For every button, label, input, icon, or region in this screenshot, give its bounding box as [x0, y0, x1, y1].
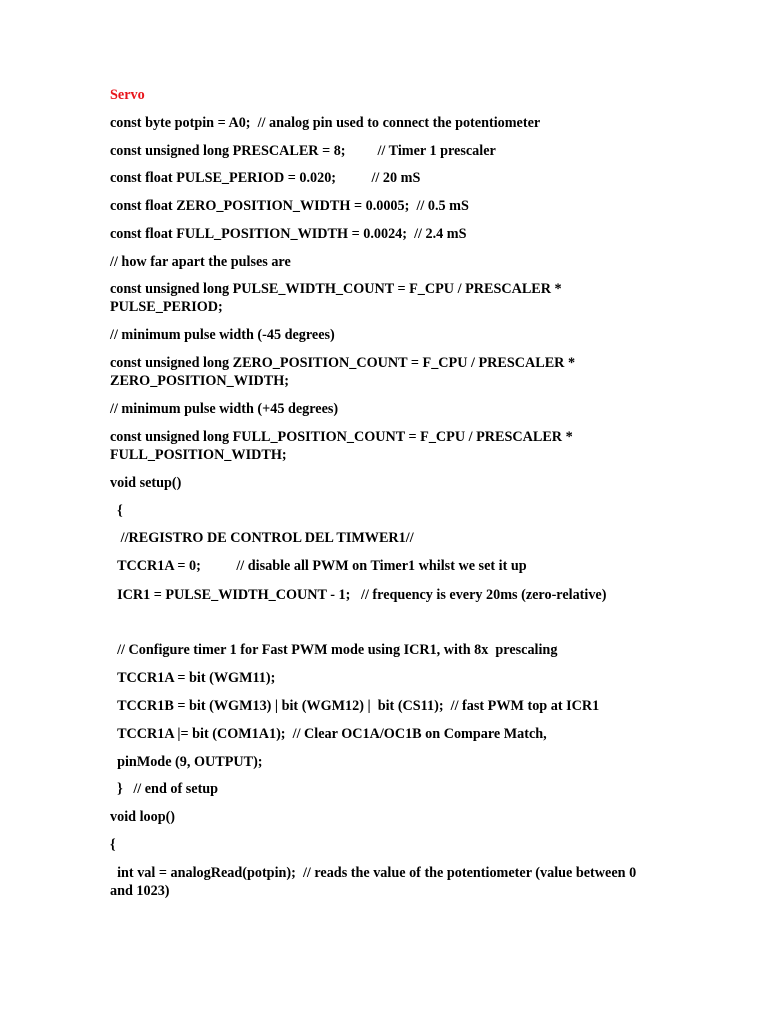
code-line: TCCR1A |= bit (COM1A1); // Clear OC1A/OC1B on Compare Match, [110, 726, 547, 742]
comment-line: //REGISTRO DE CONTROL DEL TIMWER1// [110, 530, 414, 546]
code-line: { [110, 837, 116, 853]
code-line: TCCR1A = bit (WGM11); [110, 670, 276, 686]
code-line: const unsigned long FULL_POSITION_COUNT = F_CPU / PRESCALER * FULL_POSITION_WIDTH; [110, 429, 577, 463]
code-line: TCCR1B = bit (WGM13) | bit (WGM12) | bit (CS11); // fast PWM top at ICR1 [110, 698, 600, 714]
code-line: const float PULSE_PERIOD = 0.020; // 20 mS [110, 170, 421, 186]
code-line: const unsigned long PRESCALER = 8; // Timer 1 prescaler [110, 143, 496, 159]
code-line: const unsigned long PULSE_WIDTH_COUNT = F_CPU / PRESCALER * PULSE_PERIOD; [110, 281, 566, 315]
code-line: const float ZERO_POSITION_WIDTH = 0.0005; // 0.5 mS [110, 198, 469, 214]
code-line: ICR1 = PULSE_WIDTH_COUNT - 1; // frequency is every 20ms (zero-relative) [110, 587, 607, 603]
code-line: TCCR1A = 0; // disable all PWM on Timer1 whilst we set it up [110, 558, 527, 574]
comment-line: // minimum pulse width (-45 degrees) [110, 327, 335, 343]
code-line: } // end of setup [110, 781, 219, 797]
code-line: pinMode (9, OUTPUT); [110, 754, 263, 770]
code-line: const unsigned long ZERO_POSITION_COUNT = F_CPU / PRESCALER * ZERO_POSITION_WIDTH; [110, 355, 579, 389]
comment-line: // Configure timer 1 for Fast PWM mode using ICR1, with 8x prescaling [110, 642, 558, 658]
comment-line: // minimum pulse width (+45 degrees) [110, 401, 339, 417]
doc-title: Servo [110, 87, 145, 103]
code-line: { [110, 503, 123, 519]
code-line: void setup() [110, 475, 182, 491]
comment-line: // how far apart the pulses are [110, 254, 291, 270]
code-line: int val = analogRead(potpin); // reads the value of the potentiometer (value between 0 and 1023) [110, 865, 640, 899]
code-line: void loop() [110, 809, 176, 825]
code-line: const byte potpin = A0; // analog pin used to connect the potentiometer [110, 115, 541, 131]
code-line: const float FULL_POSITION_WIDTH = 0.0024; // 2.4 mS [110, 226, 467, 242]
